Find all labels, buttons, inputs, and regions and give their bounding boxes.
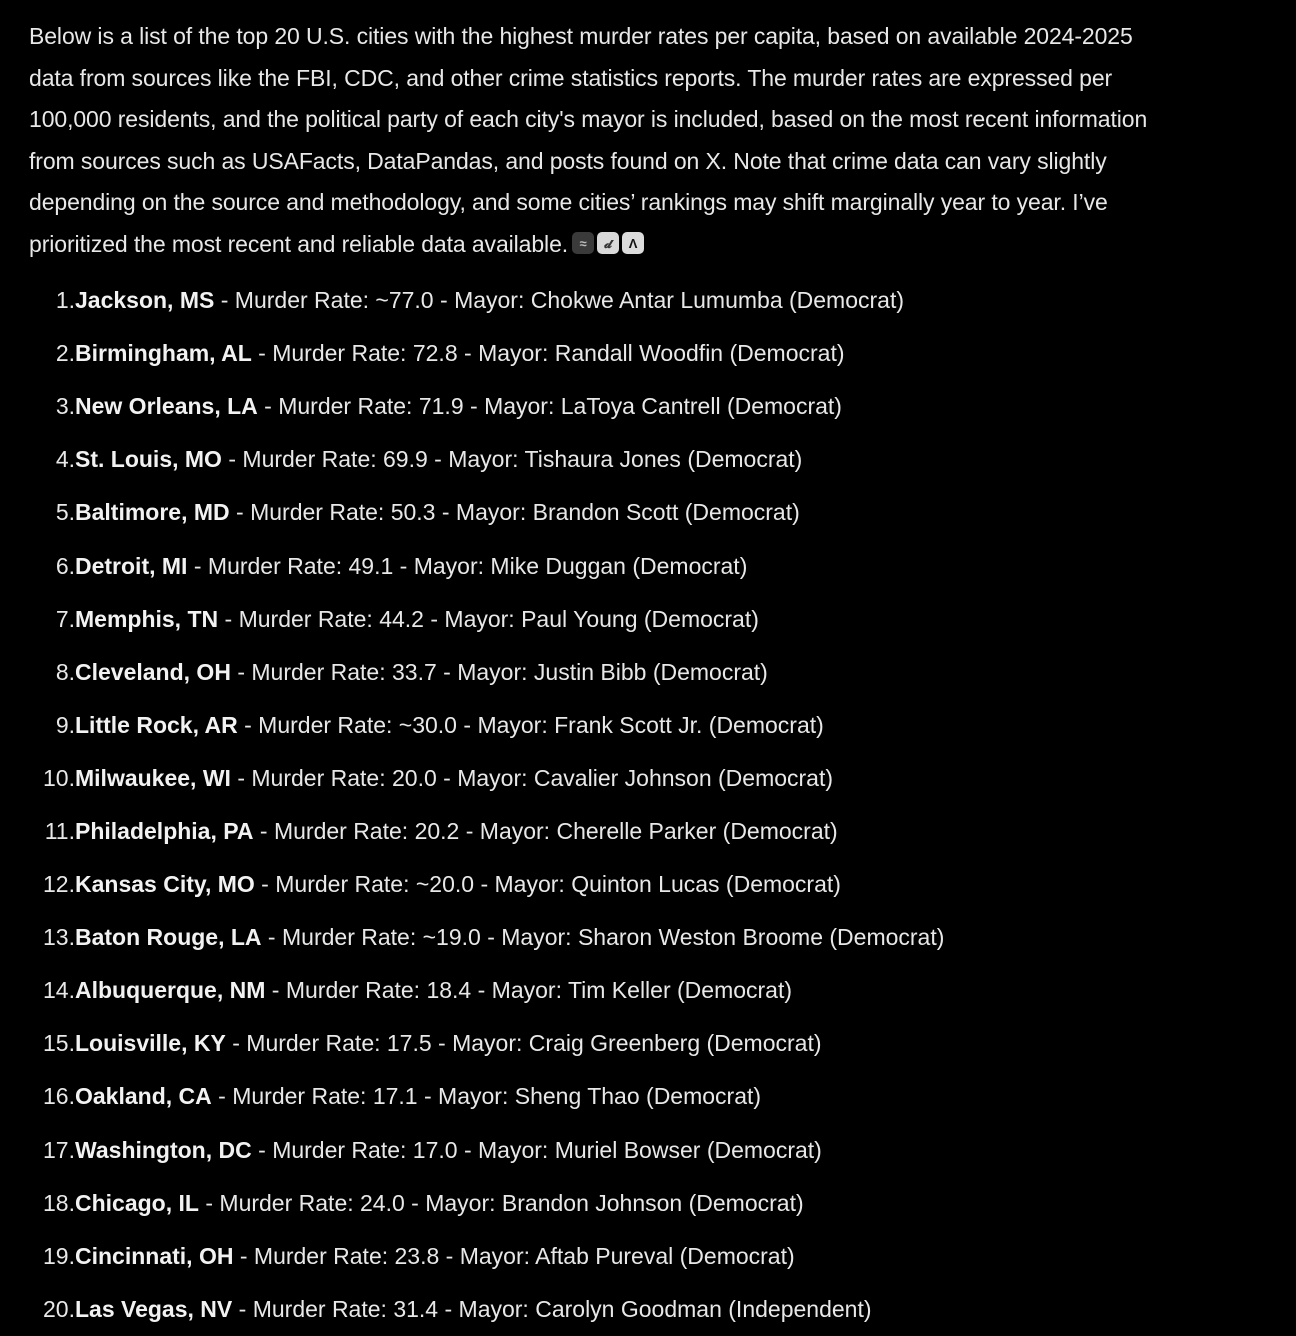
mayor-party: (Democrat) [652, 658, 768, 685]
separator: - [457, 340, 479, 367]
city-name: Jackson, MS [75, 287, 215, 314]
separator: - [436, 764, 458, 791]
list-item [29, 911, 1169, 964]
city-name: Las Vegas, NV [75, 1295, 233, 1322]
mayor-name: Muriel Bowser [554, 1136, 701, 1163]
city-name: Baton Rouge, LA [75, 924, 262, 951]
separator: - [436, 658, 458, 685]
separator: - [257, 393, 279, 420]
mayor-name: Quinton Lucas [571, 871, 720, 898]
mayor-party: (Democrat) [722, 817, 838, 844]
mayor-label: Mayor: [413, 552, 491, 579]
mayor-party: (Democrat) [789, 287, 905, 314]
separator: - [261, 924, 282, 951]
list-item [29, 539, 1169, 592]
separator: - [417, 1083, 439, 1110]
murder-rate-value: 69.9 [383, 446, 428, 473]
rate-label: Murder Rate: [238, 605, 380, 632]
city-name: St. Louis, MO [75, 446, 222, 473]
rate-label: Murder Rate: [275, 871, 416, 898]
list-item [29, 858, 1169, 911]
murder-rate-value: ~77.0 [375, 287, 434, 314]
list-item-text [75, 818, 838, 845]
rate-label: Murder Rate: [251, 764, 392, 791]
separator: - [463, 393, 485, 420]
mayor-name: Cherelle Parker [556, 817, 717, 844]
mayor-label: Mayor: [491, 977, 568, 1004]
list-item-text [75, 924, 944, 951]
rate-label: Murder Rate: [242, 446, 384, 473]
mayor-label: Mayor: [454, 287, 531, 314]
city-name: Philadelphia, PA [75, 817, 254, 844]
city-name: Birmingham, AL [75, 340, 252, 367]
mayor-name: Chokwe Antar Lumumba [530, 287, 783, 314]
list-item [29, 1177, 1169, 1230]
mayor-party: (Independent) [728, 1295, 872, 1322]
mayor-party: (Democrat) [829, 924, 945, 951]
mayor-label: Mayor: [438, 1083, 515, 1110]
mayor-name: LaToya Cantrell [560, 393, 721, 420]
mayor-name: Aftab Pureval [535, 1242, 674, 1269]
mayor-party: (Democrat) [718, 764, 834, 791]
list-item-number: 8. [55, 658, 75, 685]
list-item-text [75, 1083, 761, 1110]
mayor-label: Mayor: [478, 1136, 555, 1163]
rate-label: Murder Rate: [278, 393, 419, 420]
separator: - [433, 287, 455, 314]
mayor-label: Mayor: [457, 764, 534, 791]
list-item [29, 1017, 1169, 1070]
list-item [29, 964, 1169, 1017]
list-item [29, 805, 1169, 858]
separator: - [251, 1136, 273, 1163]
separator: - [474, 871, 495, 898]
city-name: Cincinnati, OH [75, 1242, 234, 1269]
mayor-label: Mayor: [477, 711, 555, 738]
list-item-text [75, 712, 824, 739]
city-name: Cleveland, OH [75, 658, 231, 685]
rate-label: Murder Rate: [252, 1295, 394, 1322]
rate-label: Murder Rate: [272, 340, 413, 367]
separator: - [393, 552, 414, 579]
mayor-label: Mayor: [448, 446, 525, 473]
list-item [29, 752, 1169, 805]
mayor-name: Brandon Johnson [501, 1189, 683, 1216]
city-name: New Orleans, LA [75, 393, 258, 420]
murder-rate-value: 20.0 [392, 764, 437, 791]
list-item-number: 15. [43, 1030, 75, 1057]
list-item-number: 14. [43, 977, 75, 1004]
murder-rate-value: 20.2 [414, 817, 460, 844]
murder-rate-value: 17.1 [372, 1083, 418, 1110]
list-item-text [75, 287, 904, 314]
city-name: Washington, DC [75, 1136, 252, 1163]
list-item [29, 699, 1169, 752]
mayor-party: (Democrat) [706, 1136, 822, 1163]
rate-label: Murder Rate: [285, 977, 427, 1004]
list-item-number: 6. [55, 552, 75, 579]
list-item-number: 12. [43, 871, 75, 898]
mayor-name: Sheng Thao [514, 1083, 640, 1110]
mayor-name: Cavalier Johnson [533, 764, 712, 791]
rate-label: Murder Rate: [282, 924, 423, 951]
rate-label: Murder Rate: [207, 552, 349, 579]
mayor-party: (Democrat) [643, 605, 759, 632]
list-item-text [75, 1296, 872, 1323]
mayor-label: Mayor: [425, 1189, 502, 1216]
separator: - [438, 1295, 459, 1322]
list-item-number: 10. [43, 764, 75, 791]
list-item [29, 274, 1169, 327]
list-item-number: 1. [55, 287, 75, 314]
city-name: Chicago, IL [75, 1189, 199, 1216]
mayor-name: Justin Bibb [533, 658, 647, 685]
mayor-label: Mayor: [458, 1295, 536, 1322]
list-item-number: 13. [43, 924, 75, 951]
list-item-number: 16. [43, 1083, 75, 1110]
mayor-label: Mayor: [455, 499, 533, 526]
mayor-name: Brandon Scott [532, 499, 679, 526]
mayor-party: (Democrat) [708, 711, 824, 738]
mayor-label: Mayor: [479, 817, 557, 844]
mayor-label: Mayor: [452, 1030, 529, 1057]
list-item [29, 646, 1169, 699]
list-item-number: 17. [43, 1136, 75, 1163]
mayor-party: (Democrat) [646, 1083, 762, 1110]
mayor-name: Paul Young [521, 605, 638, 632]
list-item-number: 4. [55, 446, 75, 473]
list-item-text [75, 1030, 822, 1057]
mayor-party: (Democrat) [688, 1189, 804, 1216]
rate-label: Murder Rate: [273, 817, 415, 844]
separator: - [221, 446, 243, 473]
list-item-number: 19. [43, 1242, 75, 1269]
list-item-number: 7. [55, 605, 75, 632]
list-item-text [75, 765, 833, 792]
list-item-text [75, 446, 802, 473]
separator: - [435, 499, 456, 526]
rate-label: Murder Rate: [246, 1030, 387, 1057]
murder-rate-value: ~30.0 [398, 711, 457, 738]
source-favicon-pen-icon[interactable]: 𝓭 [597, 232, 619, 254]
separator: - [253, 817, 274, 844]
murder-rate-value: 49.1 [348, 552, 394, 579]
murder-rate-value: 23.8 [394, 1242, 440, 1269]
murder-rate-value: 17.5 [386, 1030, 432, 1057]
separator: - [254, 871, 276, 898]
list-item-text [75, 553, 747, 580]
murder-rate-value: 71.9 [418, 393, 464, 420]
city-name: Milwaukee, WI [75, 764, 231, 791]
city-name: Albuquerque, NM [75, 977, 266, 1004]
source-favicon-chart-icon[interactable]: ≈ [572, 232, 594, 254]
list-item-number: 2. [55, 340, 75, 367]
separator: - [232, 1295, 253, 1322]
mayor-name: Craig Greenberg [528, 1030, 701, 1057]
city-name: Oakland, CA [75, 1083, 212, 1110]
mayor-name: Frank Scott Jr. [554, 711, 703, 738]
rate-label: Murder Rate: [234, 287, 376, 314]
murder-rate-value: 50.3 [390, 499, 436, 526]
list-item-text [75, 1137, 822, 1164]
separator: - [187, 552, 208, 579]
separator: - [431, 1030, 453, 1057]
intro-text: Below is a list of the top 20 U.S. cities with the highest murder rates per capita, based on available 2024-2025 data from sources like the FBI, CDC, and other crime statistics reports. The murder rates are expressed per 100,000 residents, and the political party of each city's mayor is included, based on the most recent information from sources such as USAFacts, DataPandas, and posts found on X. Note that crime data can vary slightly depending on the source and methodology, and some cities’ rankings may shift marginally year to year. I’ve prioritized the most recent and reliable data available. [29, 23, 1148, 257]
list-item [29, 327, 1169, 380]
mayor-party: (Democrat) [632, 552, 748, 579]
list-item [29, 486, 1169, 539]
separator: - [225, 1030, 247, 1057]
source-favicon-caret-icon[interactable]: Λ [622, 232, 644, 254]
city-name: Louisville, KY [75, 1030, 226, 1057]
mayor-label: Mayor: [478, 340, 555, 367]
separator: - [457, 1136, 479, 1163]
murder-rate-value: 17.0 [412, 1136, 458, 1163]
list-item [29, 1070, 1169, 1123]
mayor-party: (Democrat) [677, 977, 793, 1004]
separator: - [237, 711, 259, 738]
murder-rate-value: 44.2 [379, 605, 424, 632]
city-name: Little Rock, AR [75, 711, 238, 738]
mayor-label: Mayor: [501, 924, 578, 951]
separator: - [230, 658, 252, 685]
mayor-label: Mayor: [459, 1242, 536, 1269]
list-item-number: 3. [55, 393, 75, 420]
list-item-text [75, 871, 841, 898]
separator: - [198, 1189, 220, 1216]
city-name: Detroit, MI [75, 552, 188, 579]
separator: - [471, 977, 492, 1004]
rate-label: Murder Rate: [219, 1189, 361, 1216]
separator: - [218, 605, 239, 632]
list-item-text [75, 340, 845, 367]
list-item [29, 1283, 1169, 1336]
separator: - [265, 977, 286, 1004]
mayor-name: Tishaura Jones [524, 446, 681, 473]
rate-label: Murder Rate: [258, 711, 399, 738]
city-name: Baltimore, MD [75, 499, 230, 526]
list-item [29, 433, 1169, 486]
list-item-text [75, 1190, 804, 1217]
list-item-text [75, 977, 792, 1004]
city-murder-rate-list [29, 274, 1169, 1336]
list-item [29, 1124, 1169, 1177]
mayor-party: (Democrat) [729, 340, 845, 367]
murder-rate-value: 24.0 [360, 1189, 405, 1216]
mayor-label: Mayor: [494, 871, 572, 898]
source-citations[interactable] [572, 232, 644, 254]
separator: - [423, 605, 445, 632]
list-item-number: 11. [44, 817, 75, 844]
murder-rate-value: 33.7 [392, 658, 437, 685]
rate-label: Murder Rate: [250, 499, 391, 526]
list-item [29, 593, 1169, 646]
list-item-text [75, 1243, 795, 1270]
list-item-text [75, 499, 800, 526]
separator: - [214, 287, 235, 314]
murder-rate-value: 72.8 [412, 340, 458, 367]
mayor-party: (Democrat) [679, 1242, 795, 1269]
list-item-number: 18. [43, 1189, 75, 1216]
list-item-number: 5. [55, 499, 75, 526]
separator: - [439, 1242, 460, 1269]
list-item [29, 380, 1169, 433]
list-item-text [75, 393, 842, 420]
mayor-party: (Democrat) [706, 1030, 822, 1057]
mayor-party: (Democrat) [684, 499, 800, 526]
separator: - [251, 340, 273, 367]
murder-rate-value: ~19.0 [422, 924, 481, 951]
murder-rate-value: ~20.0 [415, 871, 475, 898]
list-item-number: 9. [55, 711, 75, 738]
mayor-party: (Democrat) [687, 446, 803, 473]
mayor-label: Mayor: [457, 658, 534, 685]
separator: - [229, 499, 251, 526]
rate-label: Murder Rate: [253, 1242, 395, 1269]
mayor-name: Carolyn Goodman [535, 1295, 722, 1322]
list-item [29, 1230, 1169, 1283]
list-item-number: 20. [43, 1295, 75, 1322]
mayor-name: Randall Woodfin [554, 340, 724, 367]
rate-label: Murder Rate: [251, 658, 392, 685]
separator: - [480, 924, 502, 951]
mayor-label: Mayor: [444, 605, 522, 632]
list-item-text [75, 659, 768, 686]
murder-rate-value: 18.4 [426, 977, 472, 1004]
mayor-name: Mike Duggan [490, 552, 626, 579]
separator: - [427, 446, 449, 473]
separator: - [404, 1189, 426, 1216]
mayor-name: Sharon Weston Broome [577, 924, 823, 951]
separator: - [211, 1083, 233, 1110]
rate-label: Murder Rate: [272, 1136, 413, 1163]
separator: - [459, 817, 480, 844]
murder-rate-value: 31.4 [393, 1295, 439, 1322]
list-item-text [75, 606, 759, 633]
separator: - [456, 711, 478, 738]
separator: - [230, 764, 252, 791]
city-name: Memphis, TN [75, 605, 219, 632]
mayor-name: Tim Keller [567, 977, 671, 1004]
city-name: Kansas City, MO [75, 871, 255, 898]
mayor-party: (Democrat) [726, 393, 842, 420]
separator: - [233, 1242, 254, 1269]
mayor-label: Mayor: [484, 393, 561, 420]
mayor-party: (Democrat) [725, 871, 841, 898]
rate-label: Murder Rate: [232, 1083, 373, 1110]
intro-paragraph [29, 16, 1169, 265]
